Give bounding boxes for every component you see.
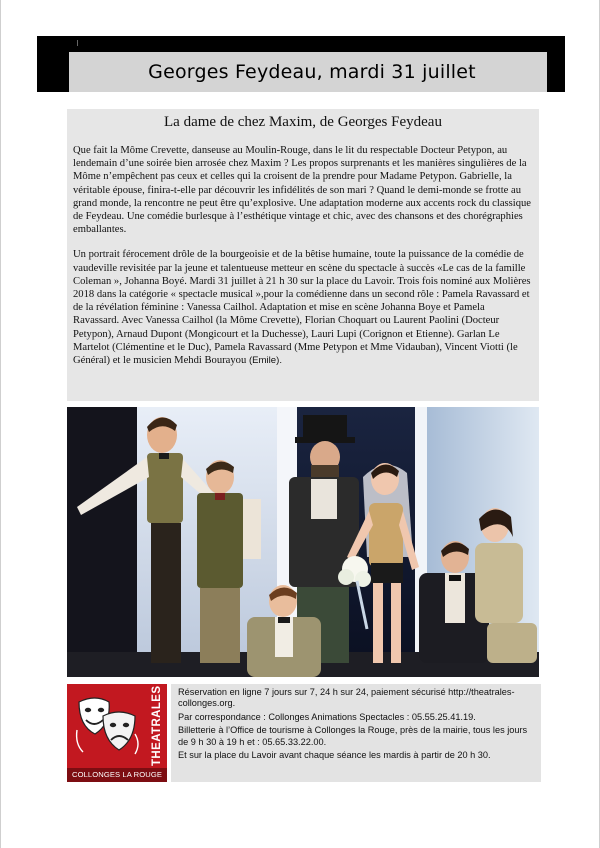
logo-bottom-text: COLLONGES LA ROUGE [67, 768, 167, 782]
header-bar-top [37, 36, 565, 52]
info-online: Réservation en ligne 7 jours sur 7, 24 h sur 24, paiement sécurisé http://theatrales-collonges.org. [178, 687, 515, 709]
reservation-info [171, 684, 541, 782]
article-paragraph-2-end: (Emile). [248, 355, 282, 367]
info-on-site: Et sur la place du Lavoir avant chaque séance les mardis à partir de 20 h 30. [178, 750, 491, 761]
info-mail: Par correspondance : Collonges Animations Spectacles : 05.55.25.41.19. [178, 711, 476, 722]
page-title: Georges Feydeau, mardi 31 juillet [148, 61, 476, 83]
header-block-left [37, 52, 69, 92]
article-title: La dame de chez Maxim, de Georges Feydeau [164, 114, 442, 130]
header-title-band [69, 52, 547, 92]
article-paragraph-2 [73, 248, 533, 367]
article-paragraph-1 [73, 144, 533, 236]
info-ticket-office: Billetterie à l’Office de tourisme à Collonges la Rouge, près de la mairie, tous les jours de 9 h 30 à 19 h et : 05.65.33.22.00. [178, 725, 528, 747]
header-block-right [547, 52, 565, 92]
article-paragraph-1-text: Que fait la Môme Crevette, danseuse au Moulin-Rouge, dans le lit du respectable Docteur Petypon, au lendemain d’une soirée bien arrosée chez Maxim ? Les propos surprenants et les manières singulières de la Môme n’empêchent pas ceux et celles qui la croisent de la prendre pour Madame Petypon. Gabrielle, la véritable épouse, finira-t-elle par découvrir les infidélités de son mari ? Quand le demi-monde se frotte au grand monde, la rencontre ne peut être qu’explosive. Une adaptation moderne aux accents rock du classique de Feydeau. Une comédie burlesque à l’esthétique vintage et chic, avec des chansons et des chorégraphies emballantes. [73, 145, 532, 236]
stage-photo [67, 407, 539, 677]
article-text-block [67, 109, 539, 401]
logo-side-text: THEATRALES [151, 685, 163, 766]
theatrales-logo [67, 684, 167, 782]
theatre-masks-icon [73, 694, 143, 758]
article-paragraph-2-text: Un portrait férocement drôle de la bourgeoisie et de la bêtise humaine, toute la puissance de la comédie de vaudeville revisitée par la jeune et talentueuse metteur en scène du spectacle à succès «Le cas de la famille Coleman », Johanna Boyé. Mardi 31 juillet à 21 h 30 sur la place du Lavoir. Trois fois nominé aux Molières 2018 dans la catégorie « spectacle musical »,pour la comédienne dans un second rôle : Pamela Ravassard et de la révélation féminine : Vanessa Cailhol. Adaptation et mise en scène Johanna Boye et Pamela Ravassard. Avec Vanessa Cailhol (la Môme Crevette), Florian Choquart ou Laurent Paolini (Docteur Petypon), Arnaud Dupont (Mongicourt et la Duchesse), Lauri Lupi (Corignon et Etienne). Garlan Le Martelot (Clémentine et le Duc), Pamela Ravassard (Mme Petypon et Mme Vidauban), Vincent Viotti (le Général) et le musicien Mehdi Bourayou [73, 249, 531, 367]
